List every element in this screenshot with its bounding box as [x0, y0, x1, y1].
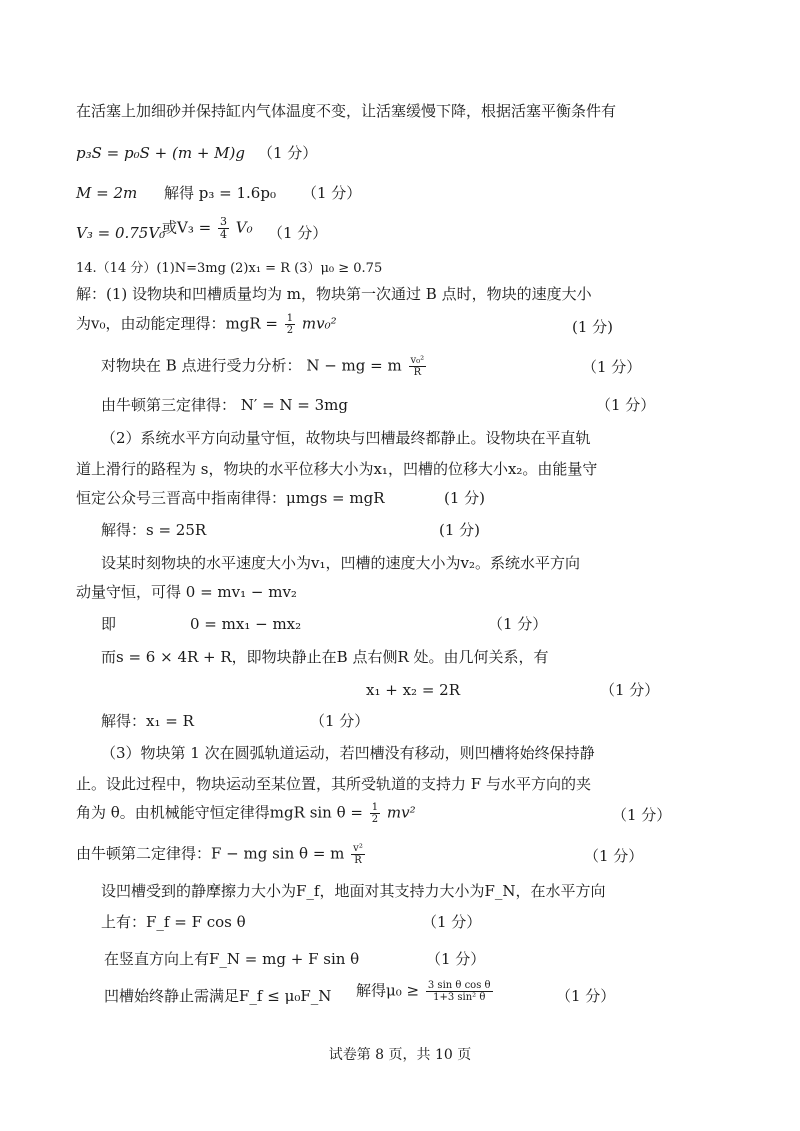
paragraph-line: 止。设此过程中，物块运动至某位置，其所受轨道的支持力 F 与水平方向的夹 — [76, 775, 591, 793]
equation-text: 为v₀，由动能定理得：mgR = — [76, 314, 278, 333]
paragraph-line: 解得：x₁ = R — [101, 712, 194, 730]
equation-text: V₀ — [235, 218, 253, 237]
fraction — [426, 980, 493, 1003]
fraction-denominator: 2 — [371, 814, 379, 825]
score-mark: （1 分） — [488, 615, 548, 633]
equation: M = 2m — [76, 184, 138, 202]
score-mark: （1 分） — [612, 806, 672, 824]
equation: x₁ + x₂ = 2R — [366, 681, 460, 699]
score-mark: （1 分） — [310, 712, 370, 730]
paragraph-line: 恒定公众号三晋高中指南律得：μmgs = mgR — [76, 489, 385, 507]
score-mark: (1 分) — [572, 318, 614, 336]
fraction-denominator: R — [413, 367, 422, 378]
equation-text: 对物块在 B 点进行受力分析： N − mg = m — [101, 356, 402, 375]
equation: p₃S = p₀S + (m + M)g — [76, 144, 245, 162]
equation-text: mv² — [386, 803, 416, 822]
paragraph-line — [76, 843, 367, 866]
paragraph-line: 在竖直方向上有F_N = mg + F sin θ — [104, 950, 360, 968]
score-mark: （1 分） — [268, 224, 328, 242]
score-mark: (1 分) — [439, 521, 481, 539]
paragraph-line: （2）系统水平方向动量守恒，故物块与凹槽最终都静止。设物块在平直轨 — [101, 429, 591, 447]
equation-text: 或V₃ = — [162, 218, 212, 237]
score-mark: （1 分） — [302, 184, 362, 202]
paragraph-line: 解得：s = 25R — [101, 521, 207, 539]
paragraph-line: 凹槽始终静止需满足F_f ≤ μ₀F_N — [104, 987, 332, 1005]
paragraph-line: 设某时刻物块的水平速度大小为v₁，凹槽的速度大小为v₂。系统水平方向 — [101, 554, 580, 572]
paragraph-line: 在活塞上加细砂并保持缸内气体温度不变，让活塞缓慢下降，根据活塞平衡条件有 — [76, 102, 617, 120]
fraction — [409, 355, 427, 378]
score-mark: (1 分) — [444, 489, 486, 507]
paragraph-line: 而s = 6 × 4R + R，即物块静止在B 点右侧R 处。由几何关系，有 — [101, 648, 549, 666]
score-mark: （1 分） — [600, 681, 660, 699]
fraction — [351, 843, 365, 866]
fraction-denominator: R — [354, 855, 362, 866]
paragraph-line: 即 — [101, 615, 117, 633]
score-mark: （1 分） — [426, 950, 486, 968]
fraction-numerator: v² — [353, 843, 363, 854]
paragraph-line: 解：(1) 设物块和凹槽质量均为 m，物块第一次通过 B 点时，物块的速度大小 — [76, 285, 592, 303]
paragraph-line — [76, 802, 416, 825]
answer-summary: 14.（14 分）(1)N=3mg (2)x₁ = R (3）μ₀ ≥ 0.75 — [76, 261, 383, 276]
equation: 0 = mx₁ − mx₂ — [190, 615, 302, 633]
fraction — [370, 802, 380, 825]
score-mark: （1 分） — [596, 396, 656, 414]
paragraph-line: 设凹槽受到的静摩擦力大小为F_f，地面对其支持力大小为F_N，在水平方向 — [101, 882, 606, 900]
score-mark: （1 分） — [258, 144, 318, 162]
equation: 解得 p₃ = 1.6p₀ — [164, 184, 276, 202]
fraction-numerator: v₀² — [410, 355, 425, 366]
paragraph-line: 由牛顿第三定律得： N′ = N = 3mg — [101, 396, 349, 414]
equation-text: 由牛顿第二定律得：F − mg sin θ = m — [76, 844, 345, 863]
fraction-numerator: 1 — [286, 313, 294, 324]
fraction — [218, 216, 229, 241]
equation — [356, 980, 495, 1003]
fraction-denominator: 2 — [286, 325, 294, 336]
equation — [162, 216, 253, 241]
paragraph-line — [76, 313, 337, 336]
fraction-numerator: 1 — [371, 802, 379, 813]
score-mark: （1 分） — [584, 847, 644, 865]
fraction-denominator: 4 — [219, 228, 227, 242]
page-footer: 试卷第 8 页，共 10 页 — [328, 1047, 472, 1063]
paragraph-line: 动量守恒，可得 0 = mv₁ − mv₂ — [76, 583, 297, 601]
paragraph-line: （3）物块第 1 次在圆弧轨道运动，若凹槽没有移动，则凹槽将始终保持静 — [101, 744, 595, 762]
equation-text: 解得μ₀ ≥ — [356, 981, 420, 1000]
paragraph-line: 道上滑行的路程为 s，物块的水平位移大小为x₁，凹槽的位移大小x₂。由能量守 — [76, 460, 598, 478]
fraction-numerator: 3 sin θ cos θ — [427, 980, 491, 991]
equation: V₃ = 0.75V₀ — [76, 224, 166, 242]
fraction — [285, 313, 295, 336]
paragraph-line: 上有：F_f = F cos θ — [101, 913, 246, 931]
score-mark: （1 分） — [556, 987, 616, 1005]
fraction-denominator: 1+3 sin² θ — [433, 992, 486, 1003]
score-mark: （1 分） — [422, 913, 482, 931]
equation-text: 角为 θ。由机械能守恒定律得mgR sin θ = — [76, 803, 363, 822]
fraction-numerator: 3 — [219, 215, 227, 228]
score-mark: （1 分） — [582, 358, 642, 376]
equation-text: mv₀² — [301, 314, 337, 333]
paragraph-line — [101, 355, 428, 378]
